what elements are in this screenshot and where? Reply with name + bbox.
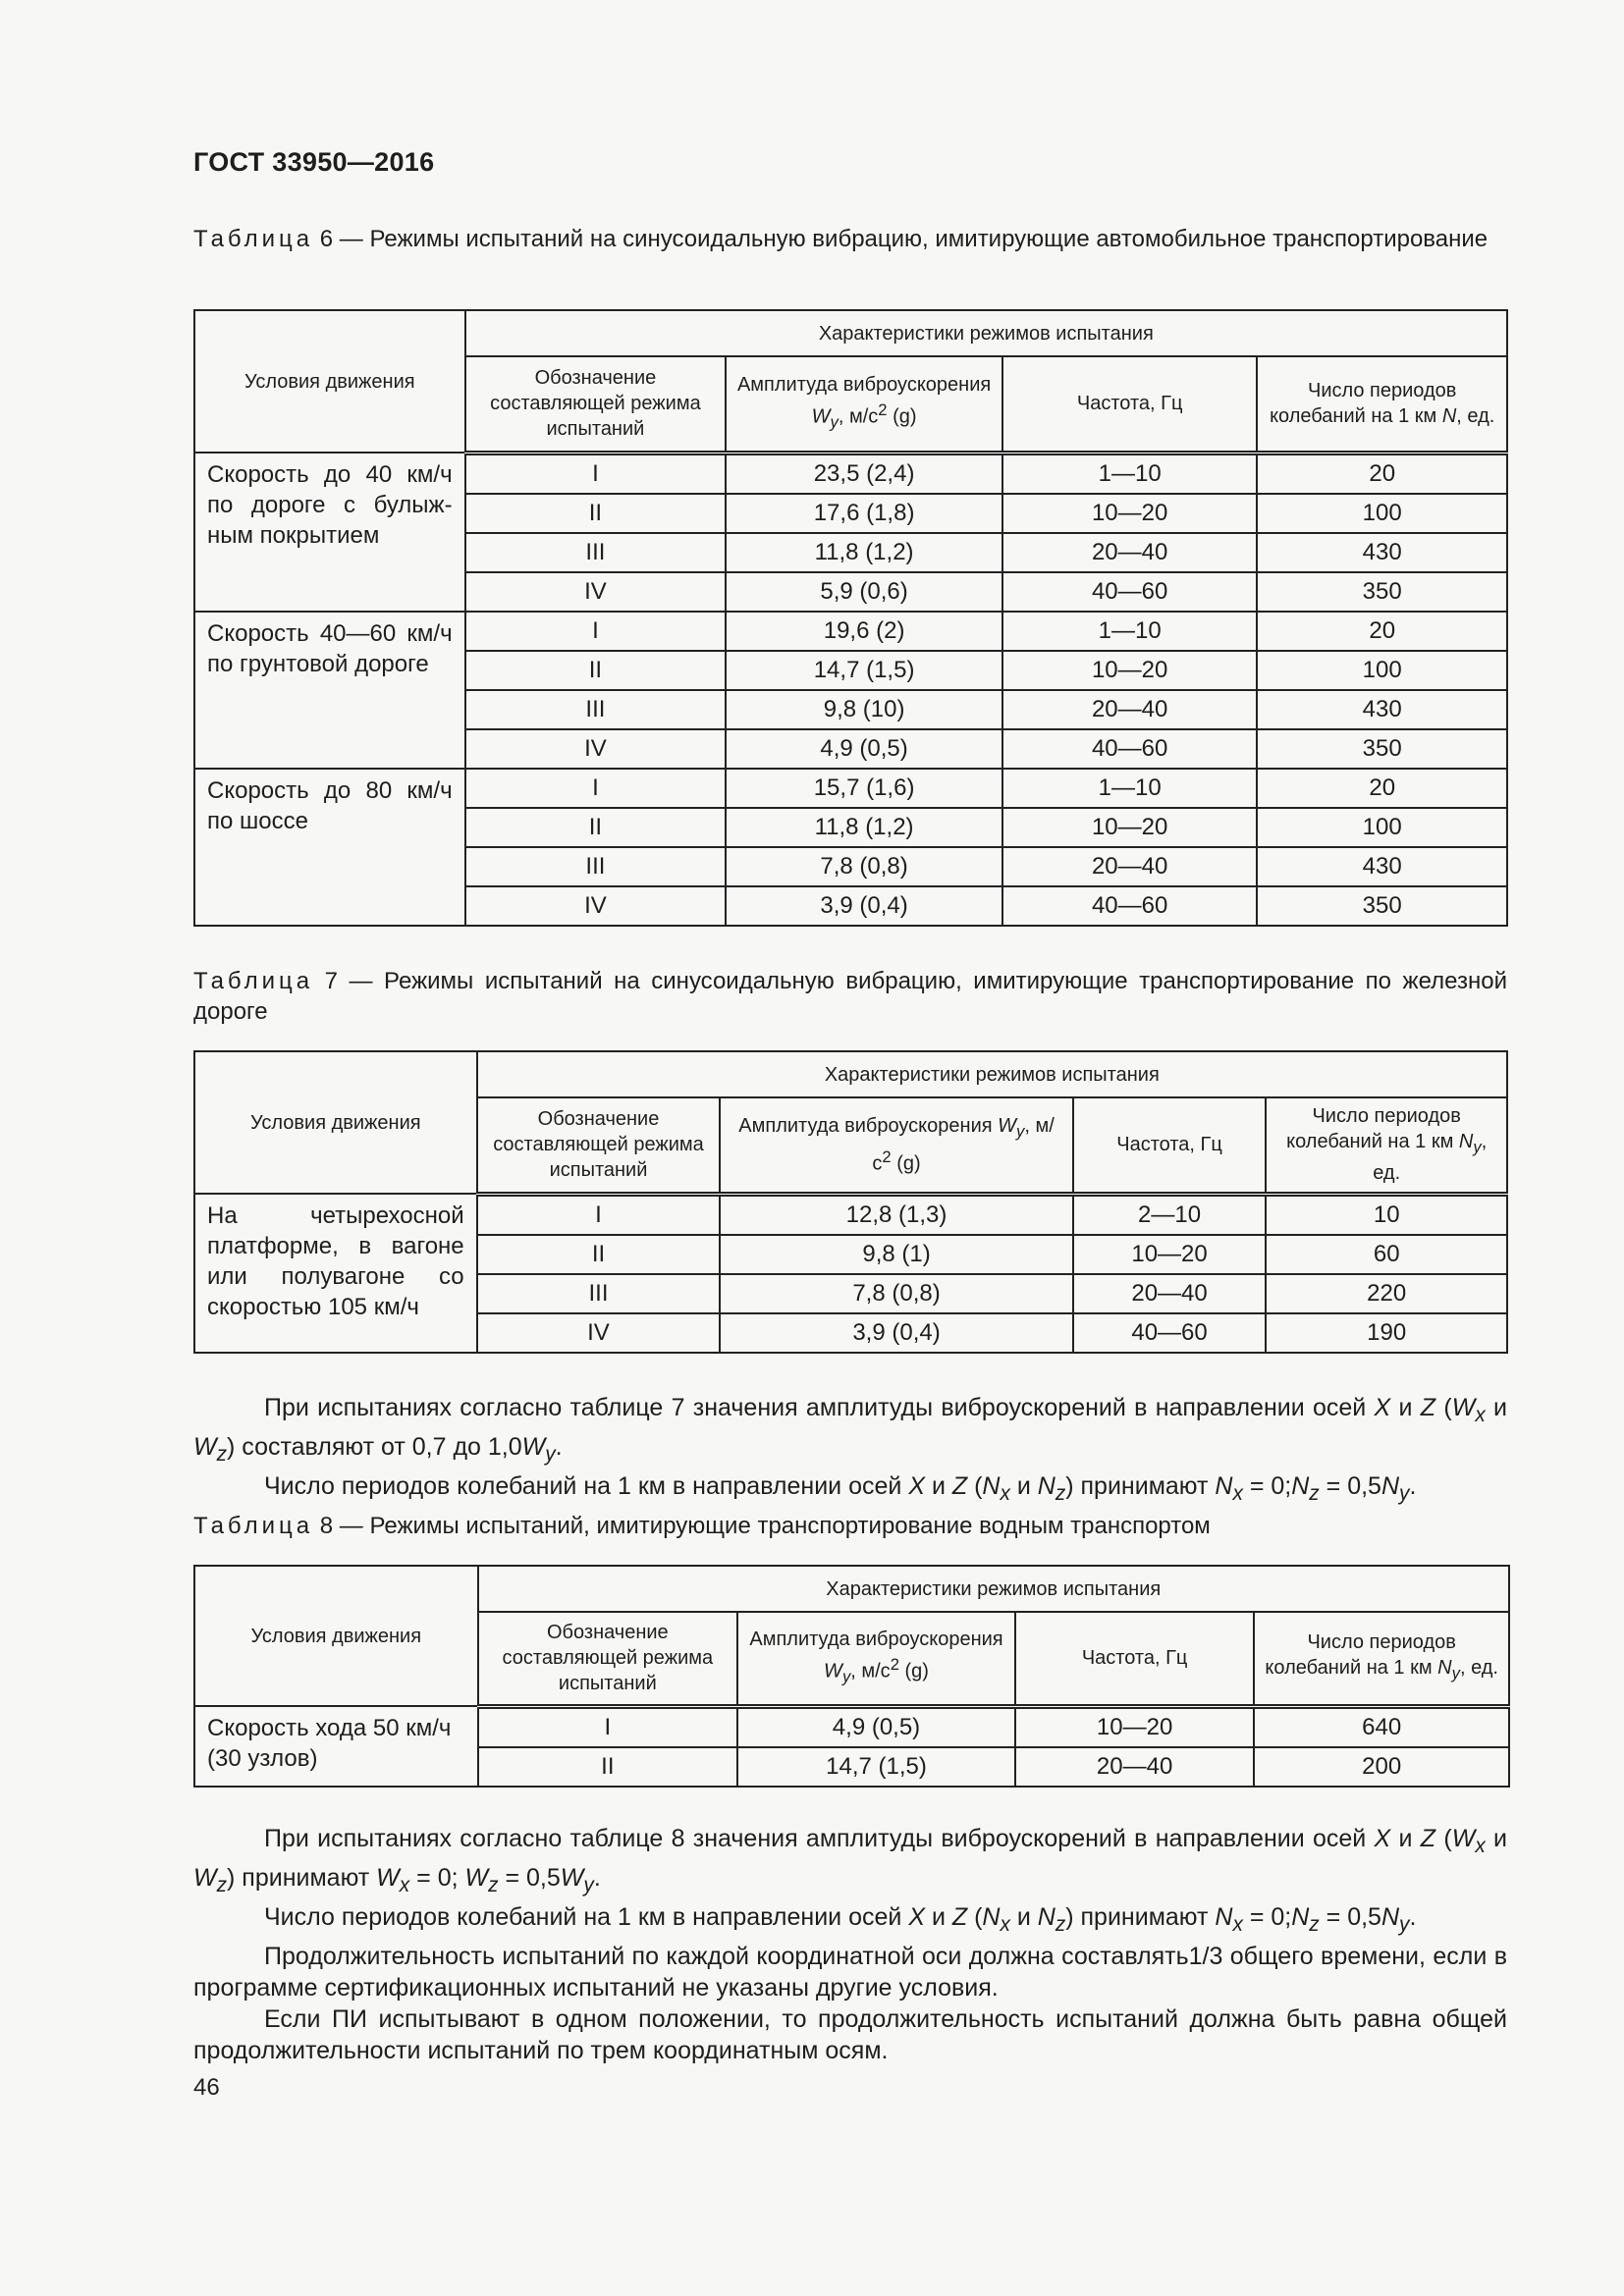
table8-head-periods: Число периодов колебаний на 1 км $N_y$, ед. [1254,1612,1509,1706]
amplitude-cell: 7,8 (0,8) [720,1274,1072,1313]
amplitude-cell: 4,9 (0,5) [726,729,1002,769]
frequency-cell: 20—40 [1073,1274,1267,1313]
table8-head-conditions: Условия движения [194,1566,478,1706]
designation-cell: IV [465,729,727,769]
designation-cell: II [478,1747,738,1787]
frequency-cell: 10—20 [1002,494,1258,533]
periods-cell: 350 [1257,572,1507,612]
table6-head-designation: Обозначение составляющей режима испытаний [465,356,727,453]
periods-cell: 220 [1266,1274,1507,1313]
frequency-cell: 10—20 [1073,1235,1267,1274]
page-number: 46 [193,2074,220,2101]
designation-cell: II [465,808,727,847]
periods-cell: 60 [1266,1235,1507,1274]
table6-head-group: Характеристики режимов испытания [465,310,1507,356]
amplitude-cell: 4,9 (0,5) [737,1706,1015,1747]
frequency-cell: 40—60 [1002,886,1258,926]
frequency-cell: 10—20 [1002,651,1258,690]
paragraph-table8-notes [193,1823,1507,2066]
table8-head-amplitude: Амплитуда виброускорения $W_y$, $м/с^2$ (g) [737,1612,1015,1706]
designation-cell: III [465,690,727,729]
periods-cell: 640 [1254,1706,1509,1747]
table7-head-conditions: Условия движения [194,1051,477,1194]
frequency-cell: 40—60 [1002,729,1258,769]
periods-cell: 100 [1257,808,1507,847]
condition-cell: Скорость 40—60 км/ч по грунтовой дороге [194,612,465,769]
periods-cell: 20 [1257,612,1507,651]
periods-cell: 10 [1266,1194,1507,1235]
paragraph-5: Продолжительность испытаний по каждой координатной оси должна составлять1/3 общего времени, если в программе сертификационных испытаний не указаны другие условия. [193,1943,1507,2002]
paragraph-1: При испытаниях согласно таблице 7 значения амплитуды виброускорений в направлении осей X и Z ($W_x$ и $W_z$) составляют от 0,7 до $1,0W_y$. [193,1394,1507,1466]
table8-head-frequency: Частота, Гц [1015,1612,1255,1706]
table7-head-frequency: Частота, Гц [1073,1097,1267,1194]
designation-cell: I [465,769,727,808]
amplitude-cell: 5,9 (0,6) [726,572,1002,612]
paragraph-table7-notes [193,1392,1507,1510]
amplitude-cell: 19,6 (2) [726,612,1002,651]
amplitude-cell: 14,7 (1,5) [737,1747,1015,1787]
frequency-cell: 40—60 [1002,572,1258,612]
table6-caption: Таблица 6 — Режимы испытаний на синусоидальную вибрацию, имитирующие автомобильное транспортирование [193,226,1489,252]
designation-cell: IV [477,1313,721,1353]
paragraph-2: Число периодов колебаний на 1 км в направлении осей X и Z ($N_x$ и $N_z$) принимают $N_x$ = $0;N_z = 0,5N_y$. [264,1472,1417,1505]
table7-caption: Таблица 7 — Режимы испытаний на синусоидальную вибрацию, имитирующие транспортирование по железной дороге [193,968,1507,1025]
frequency-cell: 1—10 [1002,612,1258,651]
document-header: ГОСТ 33950—2016 [193,147,435,177]
amplitude-cell: 7,8 (0,8) [726,847,1002,886]
amplitude-cell: 9,8 (1) [720,1235,1072,1274]
condition-cell: Скорость хода 50 км/ч (30 узлов) [194,1706,478,1787]
table6-head-amplitude: Амплитуда виброускорения $W_y$, $м/с^2$ (g) [726,356,1002,453]
designation-cell: II [465,651,727,690]
table-row [194,453,1507,494]
amplitude-cell: 15,7 (1,6) [726,769,1002,808]
table8-head-designation: Обозначение составляющей режима испытаний [478,1612,738,1706]
designation-cell: IV [465,886,727,926]
frequency-cell: 40—60 [1073,1313,1267,1353]
frequency-cell: 10—20 [1002,808,1258,847]
table-row [194,612,1507,651]
table7-head-group: Характеристики режимов испытания [477,1051,1507,1097]
paragraph-3: При испытаниях согласно таблице 8 значения амплитуды виброускорений в направлении осей X и Z ($W_x$ и $W_z$) принимают $W_x = 0$; $W_z = 0,5W_y$. [193,1825,1507,1896]
table-row [194,1706,1509,1747]
designation-cell: IV [465,572,727,612]
condition-cell: Скорость до 40 км/ч по дороге с булыжным покрытием [194,453,465,612]
amplitude-cell: 12,8 (1,3) [720,1194,1072,1235]
periods-cell: 350 [1257,729,1507,769]
frequency-cell: 20—40 [1002,690,1258,729]
condition-cell: Скорость до 80 км/ч по шоссе [194,769,465,926]
designation-cell: III [477,1274,721,1313]
amplitude-cell: 3,9 (0,4) [720,1313,1072,1353]
table7-head-amplitude: Амплитуда виброускорения $W_y$, $м/с^2$ (g) [720,1097,1072,1194]
amplitude-cell: 11,8 (1,2) [726,808,1002,847]
designation-cell: I [465,453,727,494]
table-row [194,769,1507,808]
amplitude-cell: 11,8 (1,2) [726,533,1002,572]
table8-head-group: Характеристики режимов испытания [478,1566,1510,1612]
table8-caption: Таблица 8 — Режимы испытаний, имитирующие транспортирование водным транспортом [193,1513,1211,1539]
amplitude-cell: 17,6 (1,8) [726,494,1002,533]
amplitude-cell: 3,9 (0,4) [726,886,1002,926]
frequency-cell: 1—10 [1002,769,1258,808]
table7-head-periods: Число периодов колебаний на 1 км $N_y$, ед. [1266,1097,1507,1194]
designation-cell: III [465,847,727,886]
paragraph-6: Если ПИ испытывают в одном положении, то продолжительность испытаний должна быть равна общей продолжительности испытаний по трем координатным осям. [193,2005,1507,2064]
periods-cell: 20 [1257,453,1507,494]
condition-cell: На четырехосной платформе, в вагоне или полувагоне со скоростью 105 км/ч [194,1194,477,1353]
amplitude-cell: 9,8 (10) [726,690,1002,729]
table6-head-conditions: Условия движения [194,310,465,453]
frequency-cell: 1—10 [1002,453,1258,494]
table-row [194,1194,1507,1235]
paragraph-4: Число периодов колебаний на 1 км в направлении осей X и Z ($N_x$ и $N_z$) принимают $N_x$ = $0;N_z = 0,5N_y$. [264,1903,1417,1936]
periods-cell: 430 [1257,533,1507,572]
periods-cell: 350 [1257,886,1507,926]
periods-cell: 200 [1254,1747,1509,1787]
designation-cell: II [465,494,727,533]
periods-cell: 100 [1257,494,1507,533]
table7 [193,1050,1508,1354]
amplitude-cell: 23,5 (2,4) [726,453,1002,494]
frequency-cell: 20—40 [1015,1747,1255,1787]
periods-cell: 190 [1266,1313,1507,1353]
periods-cell: 20 [1257,769,1507,808]
frequency-cell: 20—40 [1002,533,1258,572]
designation-cell: II [477,1235,721,1274]
table6-head-frequency: Частота, Гц [1002,356,1258,453]
periods-cell: 100 [1257,651,1507,690]
table8 [193,1565,1510,1788]
table7-head-designation: Обозначение составляющей режима испытаний [477,1097,721,1194]
designation-cell: I [465,612,727,651]
periods-cell: 430 [1257,847,1507,886]
designation-cell: I [478,1706,738,1747]
designation-cell: I [477,1194,721,1235]
frequency-cell: 20—40 [1002,847,1258,886]
table6-head-periods: Число периодов колебаний на 1 км N, ед. [1257,356,1507,453]
frequency-cell: 10—20 [1015,1706,1255,1747]
table6 [193,309,1508,927]
amplitude-cell: 14,7 (1,5) [726,651,1002,690]
periods-cell: 430 [1257,690,1507,729]
designation-cell: III [465,533,727,572]
frequency-cell: 2—10 [1073,1194,1267,1235]
